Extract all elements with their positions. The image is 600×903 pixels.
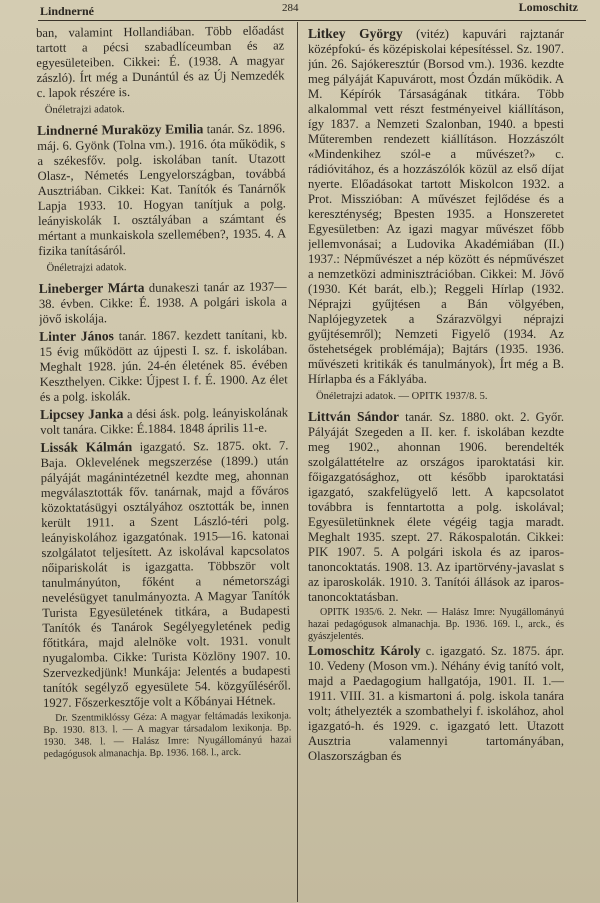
column-divider: [297, 22, 298, 902]
entry-text: a dési ásk. polg. leányiskolának volt tanára. Cikke: É.1884. 1848 április 11-e.: [40, 405, 289, 437]
entry-name: Lissák Kálmán: [40, 439, 133, 455]
source-note: Önéletrajzi adatok.: [46, 262, 127, 274]
biography-entry: [37, 120, 286, 259]
entry-name: Lineberger Márta: [38, 279, 145, 296]
biography-entry: [308, 643, 564, 764]
biography-entry: [308, 26, 564, 387]
right-column: [308, 26, 564, 901]
page-number: 284: [282, 2, 299, 14]
left-column: [36, 23, 293, 901]
entry-name: Littván Sándor: [308, 409, 400, 424]
header-rule: [38, 20, 586, 21]
entry-name: Lindnerné Muraközy Emilia: [37, 121, 204, 138]
biography-entry: [39, 326, 288, 405]
entry-name: Litkey György: [308, 26, 403, 41]
biography-entry: [40, 437, 291, 711]
bibliography-note: OPITK 1935/6. 2. Nekr. — Halász Imre: Nyugállományú hazai pedagógusok almanachja. Bp. 1936. 169. l., arck., és gyászjelentés.: [308, 607, 564, 642]
entry-text: (vitéz) kapuvári rajztanár középfokú- és középiskolai képesítéssel. Sz. 1907. jún. 26. Sajókeresztúr (Borsod vm.). 1936. kezdte meg pályáját Kapuvárott, most Ózdán működik. A M. Képírók Társaságának titkára. Több alkalommal vett részt festményeivel kiállításon, így 1837. a Nemzeti Szalonban, 1940. a bpesti Műteremben rendezett kiállításon. Hozzászólt «Mindenkihez szól-e a művészet?» c. rádióvitához, és a hozzászólók közül az első díjat nyerte. Előadásokat tartott Miskolcon 1932. a Prot. Misszióban: A művészet fejlődése és a kereszténység; Bpesten 1935. a Honszeretet Egyesületben: Az igazi magyar művészet főbb jellemvonásai; a Ludovika Akadémiában (II.) 1937.: Népművészet a nép között és népművészet a nemzetközi adminisztrációban. Cikkei: M. Jövő (1930. Két barát, elb.); Reggeli Hírlap (1932. Néprajzi gyűjtésen a Bán völgyében, Naplójegyzetek a Szárazvölgyi néprajzi gyűjtésemről); Nemzeti Figyelő (1934. Az őstehetségek problémája); Bajtárs (1935. 1936. művészeti kritikák és tanulmányok), Írt még a B. Hírlapba és a Fáklyába.: [308, 27, 564, 386]
bibliography-note: Dr. Szentmiklóssy Géza: A magyar feltámadás lexikonja. Bp. 1930. 813. l. — A magyar társadalom lexikonja. Bp. 1930. 348. l. — Halász Imre: Nyugállományú hazai pedagógusok almanachja. Bp. 1936. 168. l., arck.: [43, 710, 292, 760]
header-left: Lindnerné: [40, 4, 95, 18]
source-note: Önéletrajzi adatok. — OPITK 1937/8. 5.: [316, 391, 488, 402]
running-header: [0, 0, 600, 20]
continued-text: ban, valamint Hollandiában. Több előadást tartott a pécsi szabadlíceumban és az egyesületeiben. Cikkei: É. (1938. A magyar zászló). Írt még a Dunántúl és az Új Nemzedék c. lapok részére is.: [36, 23, 285, 100]
entry-text: tanár. Sz. 1896. máj. 6. Gyönk (Tolna vm.). 1916. óta működik, s a székesfőv. polg. iskolában tanít. Utazott Olasz-, Németés Lengyelországban, továbbá Ausztriában. Cikkei: Kat. Tanítók és Tanárnők Lapja 1933. 10. Hogyan tanítjuk a polg. leányiskolák I. osztályában a számtant és mértant a munkaiskola szellemében?, 1935. 4. A fizika tanításáról.: [37, 121, 287, 258]
entry-text: tanár. Sz. 1880. okt. 2. Győr. Pályáját Szegeden a II. ker. f. iskolában kezdte meg 1902., ahonnan 1906. berendelték szolgálattételre az országos iparoktatási kir. főigazgatósághoz, ott később iparoktatási igazgató, szakfelügyelő lett. A kapcsolatot továbbra is fenntartotta a polg. iskolával; Egyesületünknek élete végéig tagja maradt. Meghalt 1935. szept. 27. Rákospalotán. Cikkei: PIK 1907. 5. A polgári iskola és az iparos-tanoncoktatás. 1908. 13. Az ipartörvény-javaslat s az iparoskolák. 1910. 3. Tanítói állások az iparos-tanoncoktatásban.: [308, 410, 564, 604]
entry-text: tanár. 1867. kezdett tanítani, kb. 15 évig működött az újpesti I. sz. f. iskolában. Meghalt 1928. jún. 24-én életének 85. évében Keszthelyen. Cikke: Újpest I. f. É. 1900. Az élet és a polg. iskolák.: [39, 327, 288, 404]
entry-name: Lomoschitz Károly: [308, 643, 421, 658]
biography-entry: [308, 409, 564, 605]
entry-name: Linter János: [39, 328, 114, 344]
entry-text: c. igazgató. Sz. 1875. ápr. 10. Vedeny (Moson vm.). Néhány évig tanító volt, majd a Paedagogium hallgatója, 1901. II. 1.—1911. VIII. 31. a kismartoni á. polg. iskola tanára volt; áthelyezték a szombathelyi f. iskolához, ahol igazgató-h. és 1929. c. igazgató lett. Utazott Ausztria valamennyi tartományában, Olaszországban és: [308, 644, 564, 763]
entry-text: igazgató. Sz. 1875. okt. 7. Baja. Oklevelének megszerzése (1899.) után pályáját magánintézetnél kezdte meg, ahonnan megválasztották főv. tanárnak, majd a főváros közoktatásügyi osztályához osztották be, innen került 1911. a Szent László-téri polg. leányiskolához igazgatónak. 1915—16. katonai szolgálatot teljesített. Az iskolával kapcsolatos nőipariskolát is igazgatta. Többször volt tanulmányúton, főként a németországi nevelésügyet tanulmányozta. A Magyar Tanítók Turista Egyesületének titkára, a Budapesti Tanítók és Tanárok Segélyegyletének pedig főtitkára, majd alelnöke volt. 1931. vonult nyugalomba. Cikke: Turista Közlöny 1907. 10. Szervezkedjünk! Munkája: Jelentés a budapesti tanítók segélyző egyesülete 54. közgyűléséről. 1927. Főszerkesztője volt a Kőbányai Hétnek.: [40, 438, 291, 710]
entry-name: Lipcsey Janka: [39, 406, 124, 422]
biography-entry: [39, 278, 287, 327]
entry-text: dunakeszi tanár az 1937—38. évben. Cikke: É. 1938. A polgári iskola a jövő iskolája.: [38, 279, 287, 326]
source-note: Önéletrajzi adatok.: [44, 104, 125, 116]
biography-entry: [40, 404, 288, 438]
header-right: Lomoschitz: [518, 0, 578, 14]
